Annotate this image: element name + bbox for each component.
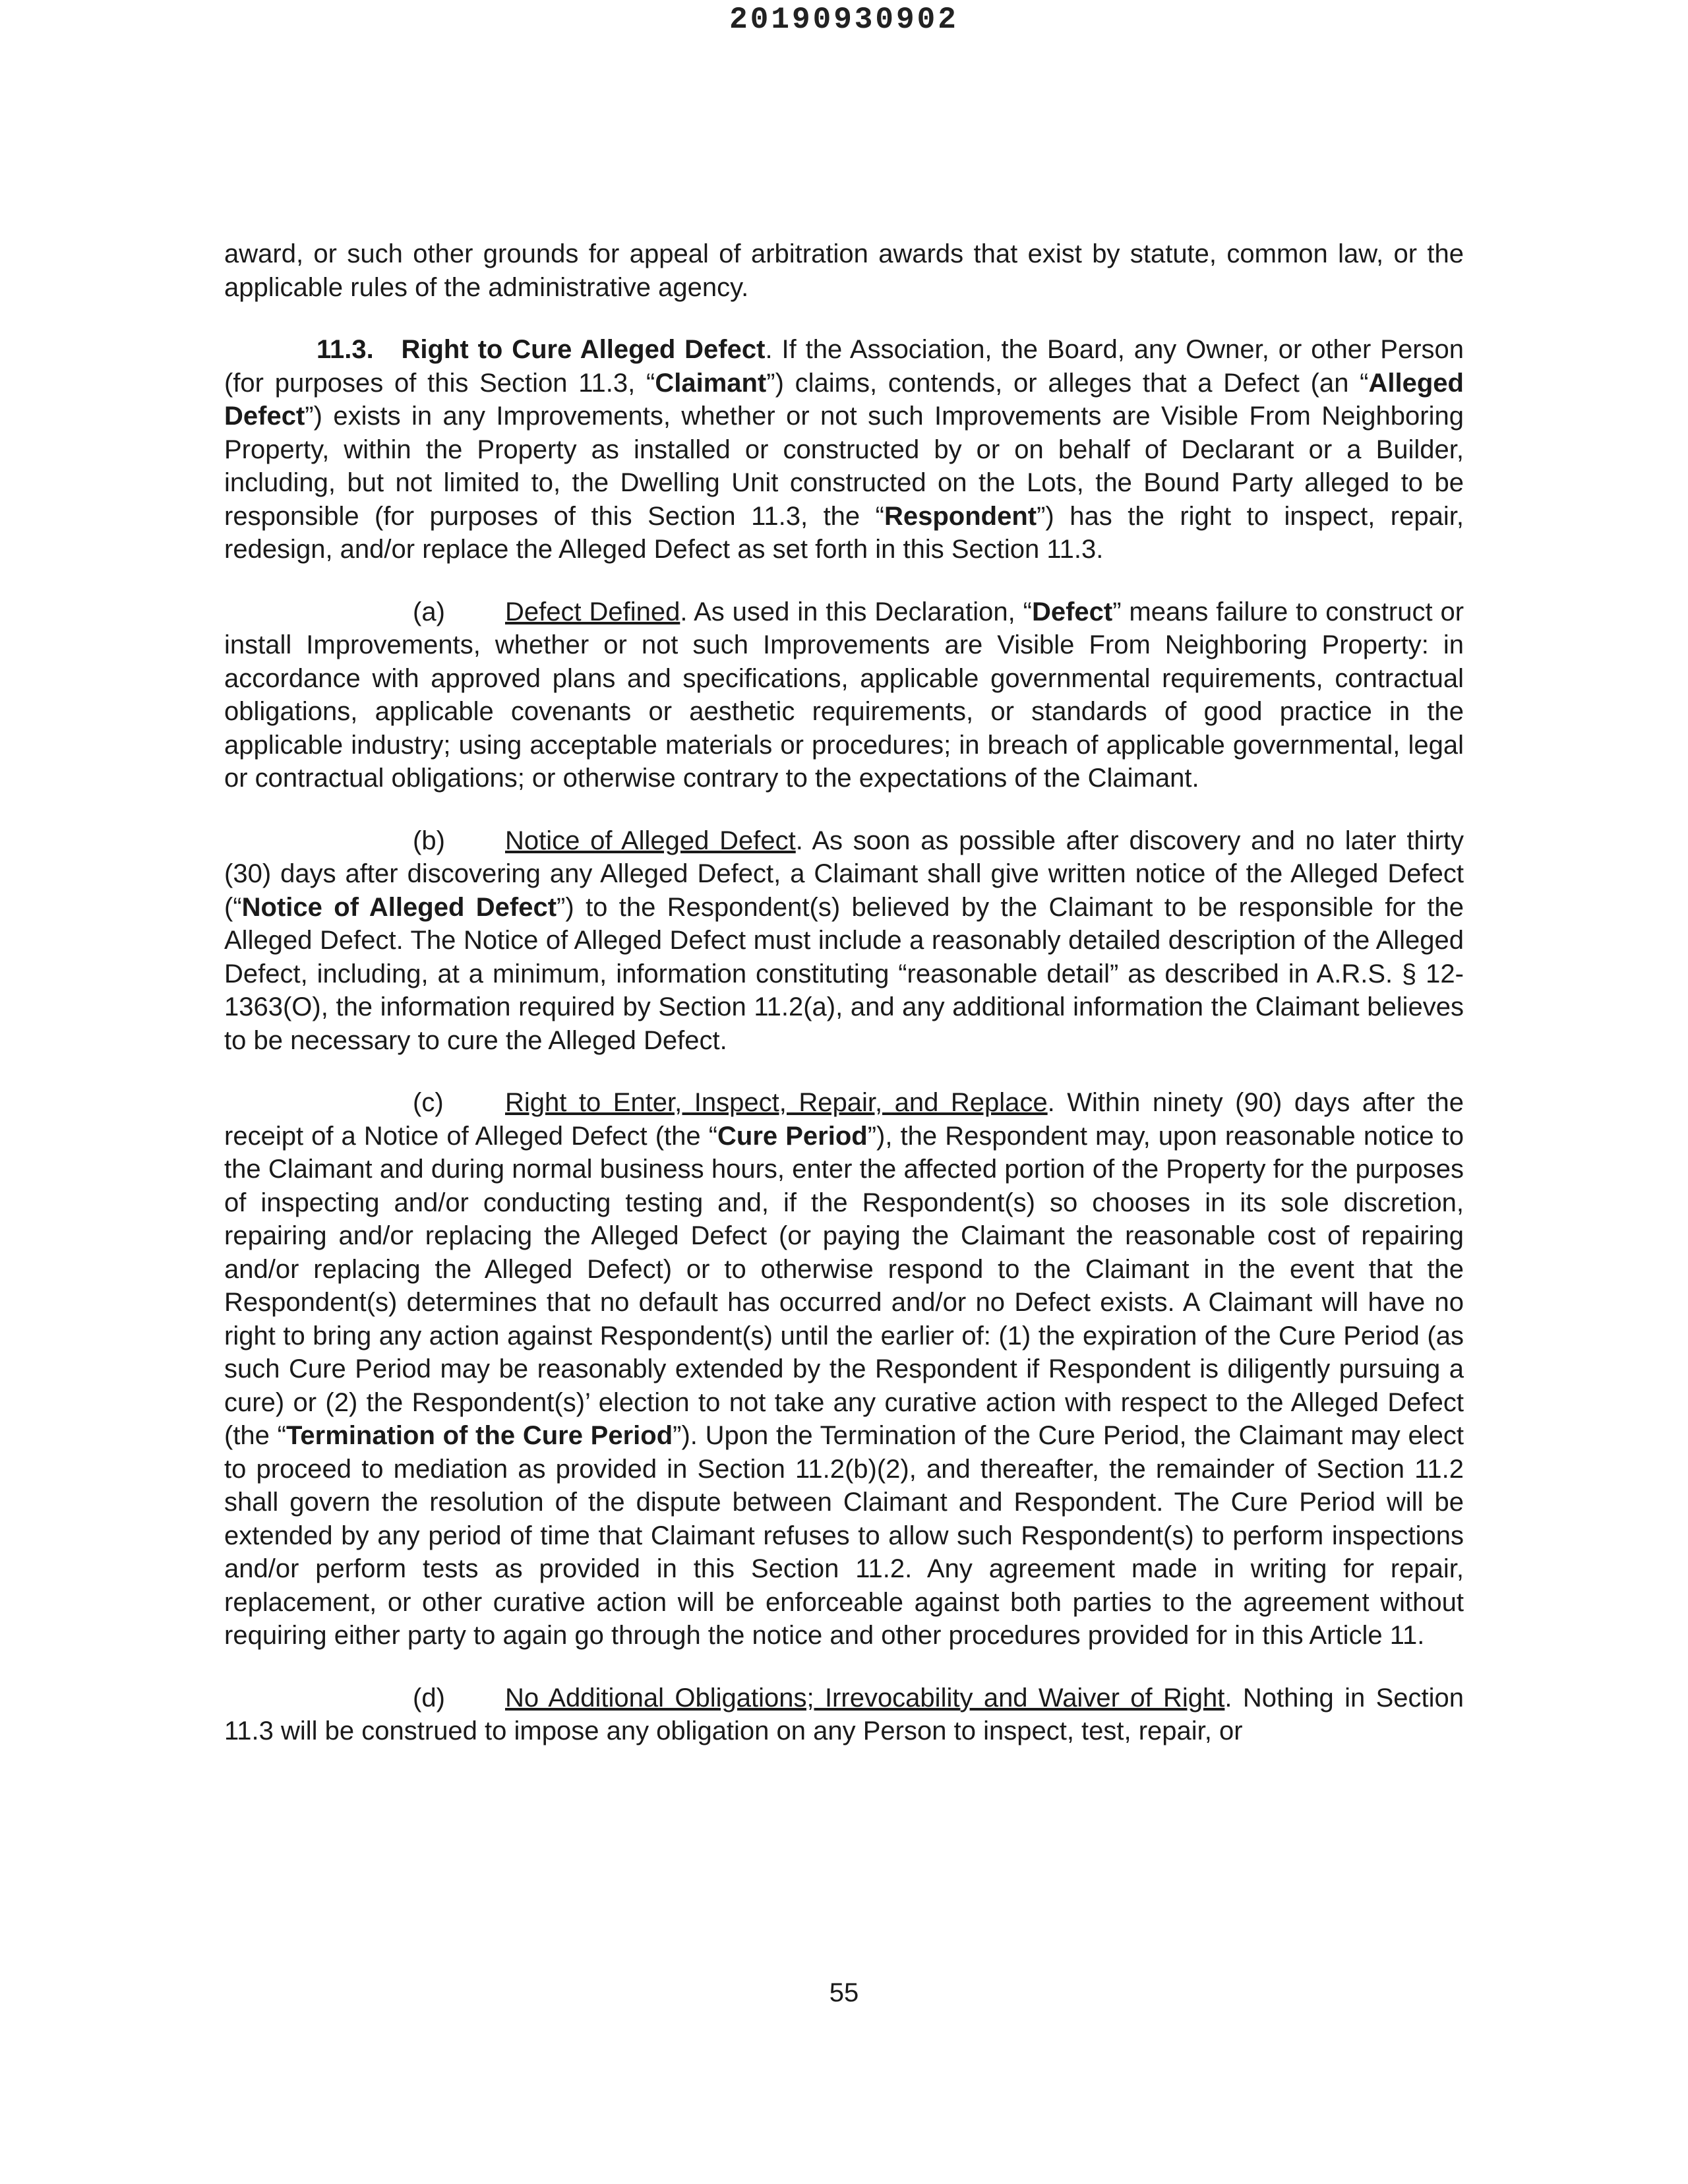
defined-term-cure-period: Cure Period (717, 1121, 868, 1151)
defined-term-defect: Defect (1031, 597, 1113, 626)
intro-paragraph: award, or such other grounds for appeal of arbitration awards that exist by statute, common law, or the applicable rules of the administrative agency. (224, 239, 1464, 302)
defined-term-notice: Notice of Alleged Defect (241, 892, 557, 922)
subsection-title: Defect Defined (505, 597, 680, 626)
subsection-text: . Within ninety (90) days after the receipt of a Notice of Alleged Defect (the “ (224, 1088, 1464, 1151)
subsection-title: No Additional Obligations; Irrevocability and Waiver of Right (505, 1683, 1225, 1713)
defined-term-respondent: Respondent (884, 501, 1037, 531)
subsection-text: ”) to the Respondent(s) believed by the Claimant to be responsible for the Alleged Defect. The Notice of Alleged Defect must include a reasonably detailed description of the Alleged Defect, including, at a minimum, information constituting “reasonable detail” as described in A.R.S. § 12-1363(O), the information required by Section 11.2(a), and any additional information the Claimant believes to be necessary to cure the Alleged Defect. (224, 892, 1464, 1055)
document-body (224, 237, 1464, 1777)
subsection-text: . As soon as possible after discovery and no later thirty (30) days after discovering any Alleged Defect, a Claimant shall give written notice of the Alleged Defect (“ (224, 826, 1464, 922)
subsection-text: ”), the Respondent may, upon reasonable notice to the Claimant and during normal business hours, enter the affected portion of the Property for the purposes of inspecting and/or conducting testing and, if the Respondent(s) so chooses in its sole discretion, repairing and/or replacing the Alleged Defect (or paying the Claimant the reasonable cost of repairing and/or replacing the Alleged Defect) or to otherwise respond to the Claimant in the event that the Respondent(s) determines that no default has occurred and/or no Defect exists. A Claimant will have no right to bring any action against Respondent(s) until the earlier of: (1) the expiration of the Cure Period (as such Cure Period may be reasonably extended by the Respondent if Respondent is diligently pursuing a cure) or (2) the Respondent(s)’ election to not take any curative action with respect to the Alleged Defect (the “ (224, 1121, 1464, 1450)
subsection-title: Notice of Alleged Defect (505, 826, 796, 855)
subsection-title: Right to Enter, Inspect, Repair, and Replace (505, 1088, 1048, 1117)
section-text: ”) exists in any Improvements, whether or not such Improvements are Visible From Neighboring Property, within the Property as installed or constructed by or on behalf of Declarant or a Builder, including, but not limited to, the Dwelling Unit constructed on the Lots, the Bound Party alleged to be responsible (for purposes of this Section 11.3, the “ (224, 402, 1464, 531)
subsection-label: (d) (413, 1683, 445, 1713)
document-number: 20190930902 (729, 3, 959, 37)
subsection-label: (a) (413, 597, 445, 626)
subsection-c (224, 1086, 1464, 1653)
subsection-b (224, 824, 1464, 1058)
section-heading: Right to Cure Alleged Defect (401, 335, 766, 364)
subsection-text: ”). Upon the Termination of the Cure Period, the Claimant may elect to proceed to mediation as provided in Section 11.2(b)(2), and thereafter, the remainder of Section 11.2 shall govern the resolution of the dispute between Claimant and Respondent. The Cure Period will be extended by any period of time that Claimant refuses to allow such Respondent(s) to perform inspections and/or perform tests as provided in this Section 11.2. Any agreement made in writing for repair, replacement, or other curative action will be enforceable against both parties to the agreement without requiring either party to again go through the notice and other procedures provided for in this Article 11. (224, 1421, 1464, 1650)
section-11-3-paragraph (224, 333, 1464, 566)
subsection-text: ” means failure to construct or install Improvements, whether or not such Improvements are Visible From Neighboring Property: in accordance with approved plans and specifications, applicable governmental requirements, contractual obligations, applicable covenants or aesthetic requirements, or standards of good practice in the applicable industry; using acceptable materials or procedures; in breach of applicable governmental, legal or contractual obligations; or otherwise contrary to the expectations of the Claimant. (224, 597, 1464, 793)
section-text: ”) has the right to inspect, repair, redesign, and/or replace the Alleged Defect as set forth in this Section 11.3. (224, 501, 1464, 564)
subsection-label: (c) (413, 1088, 444, 1117)
subsection-a (224, 595, 1464, 795)
section-text: ”) claims, contends, or alleges that a Defect (an “ (766, 368, 1369, 398)
defined-term-claimant: Claimant (655, 368, 767, 398)
subsection-text: . Nothing in Section 11.3 will be construed to impose any obligation on any Person to inspect, test, repair, or (224, 1683, 1464, 1745)
subsection-label: (b) (413, 826, 445, 855)
section-number: 11.3. (316, 335, 374, 364)
page-number: 55 (829, 1978, 859, 2007)
subsection-d (224, 1682, 1464, 1748)
section-text: . If the Association, the Board, any Owner, or other Person (for purposes of this Section 11.3, “ (224, 335, 1464, 398)
defined-term-alleged-defect: Alleged Defect (224, 368, 1464, 431)
subsection-text: . As used in this Declaration, “ (680, 597, 1032, 626)
defined-term-termination: Termination of the Cure Period (286, 1421, 673, 1450)
